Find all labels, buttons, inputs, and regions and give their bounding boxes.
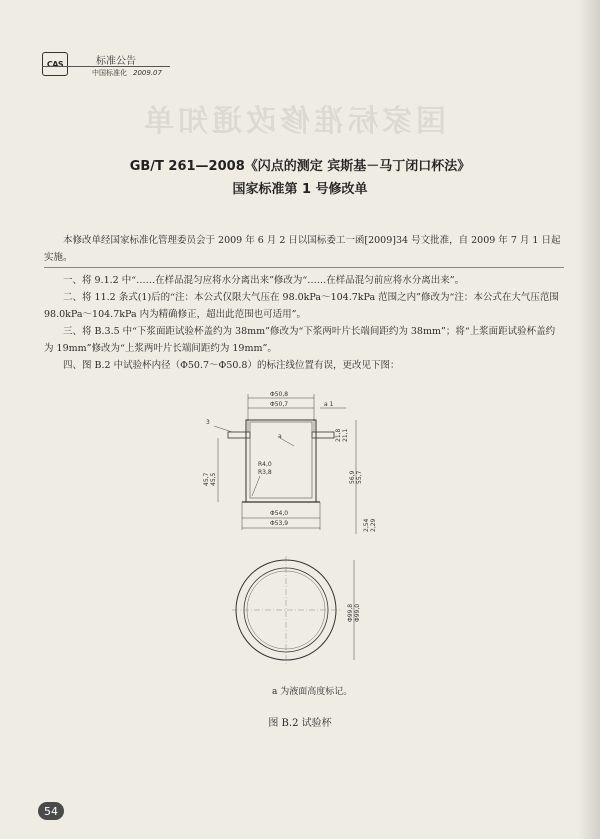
dim-top-inner: Φ50,7 bbox=[270, 401, 289, 408]
dim-height-2: 55,7 bbox=[356, 470, 363, 484]
dim-radius-2: R3,8 bbox=[258, 469, 272, 476]
dim-base-2: 2,29 bbox=[370, 518, 377, 532]
journal-name: 中国标准化 bbox=[92, 69, 127, 77]
issue-date: 2009.07 bbox=[133, 69, 162, 77]
dim-radius-1: R4,0 bbox=[258, 461, 272, 468]
dim-bottom-outer: Φ54,0 bbox=[270, 510, 289, 517]
amendment-item-3: 三、将 B.3.5 中“下浆面距试验杯盖约为 38mm”修改为“下浆两叶片长端间距约为 38mm”；将“上浆面距试验杯盖约为 19mm”修改为“上浆两叶片长端间距约为 19mm”。 bbox=[44, 326, 556, 354]
dim-rim-2: 21,1 bbox=[342, 428, 349, 442]
dim-height-1: 56,9 bbox=[349, 470, 356, 484]
dim-circle-1: Φ99,8 bbox=[347, 603, 354, 622]
page-number: 54 bbox=[38, 802, 64, 820]
cas-logo: CAS bbox=[42, 52, 68, 76]
header-divider bbox=[42, 66, 170, 67]
page-fold-shadow bbox=[578, 0, 600, 839]
dim-flange: 3 bbox=[206, 419, 210, 426]
dim-rim-1: 21,8 bbox=[335, 428, 342, 442]
dim-depth-1: 45,7 bbox=[203, 472, 210, 486]
document-title: GB/T 261—2008《闪点的测定 宾斯基－马丁闭口杯法》 bbox=[129, 159, 471, 174]
figure-note: a 为液面高度标记。 bbox=[272, 687, 353, 697]
dim-bottom-inner: Φ53,9 bbox=[270, 520, 289, 527]
amendment-item-1: 一、将 9.1.2 中“……在样品混匀应将水分离出来”修改为“……在样品混匀前应将水分离出来”。 bbox=[63, 275, 465, 286]
amendment-item-2: 二、将 11.2 条式(1)后的“注：本公式仅限大气压在 98.0kPa～104.7kPa 范围之内”修改为“注：本公式在大气压范围 98.0kPa～104.7kPa 内为精确修正，超出此范围也可适用”。 bbox=[44, 292, 559, 320]
dim-circle-2: Φ99,0 bbox=[354, 603, 361, 622]
bleed-through-text: 国家标准修改通知单 bbox=[140, 104, 446, 139]
figure-caption: 图 B.2 试验杯 bbox=[268, 718, 332, 729]
label-a: a bbox=[278, 433, 282, 440]
document-subtitle: 国家标准第 1 号修改单 bbox=[232, 182, 368, 197]
dim-base-1: 2,54 bbox=[363, 518, 370, 532]
dim-top-outer: Φ50,8 bbox=[270, 391, 289, 398]
dim-a1: a 1 bbox=[324, 401, 334, 408]
header-title: 标准公告 bbox=[96, 56, 136, 67]
header-subtitle bbox=[92, 68, 162, 78]
test-cup-drawing bbox=[196, 388, 406, 678]
dim-depth-2: 45,5 bbox=[210, 472, 217, 486]
intro-paragraph: 本修改单经国家标准化管理委员会于 2009 年 6 月 2 日以国标委工一函[2009]34 号文批准，自 2009 年 7 月 1 日起实施。 bbox=[44, 235, 561, 263]
amendment-item-4: 四、图 B.2 中试验杯内径（Φ50.7～Φ50.8）的标注线位置有误，更改见下图： bbox=[63, 360, 400, 371]
intro-divider bbox=[44, 267, 564, 268]
